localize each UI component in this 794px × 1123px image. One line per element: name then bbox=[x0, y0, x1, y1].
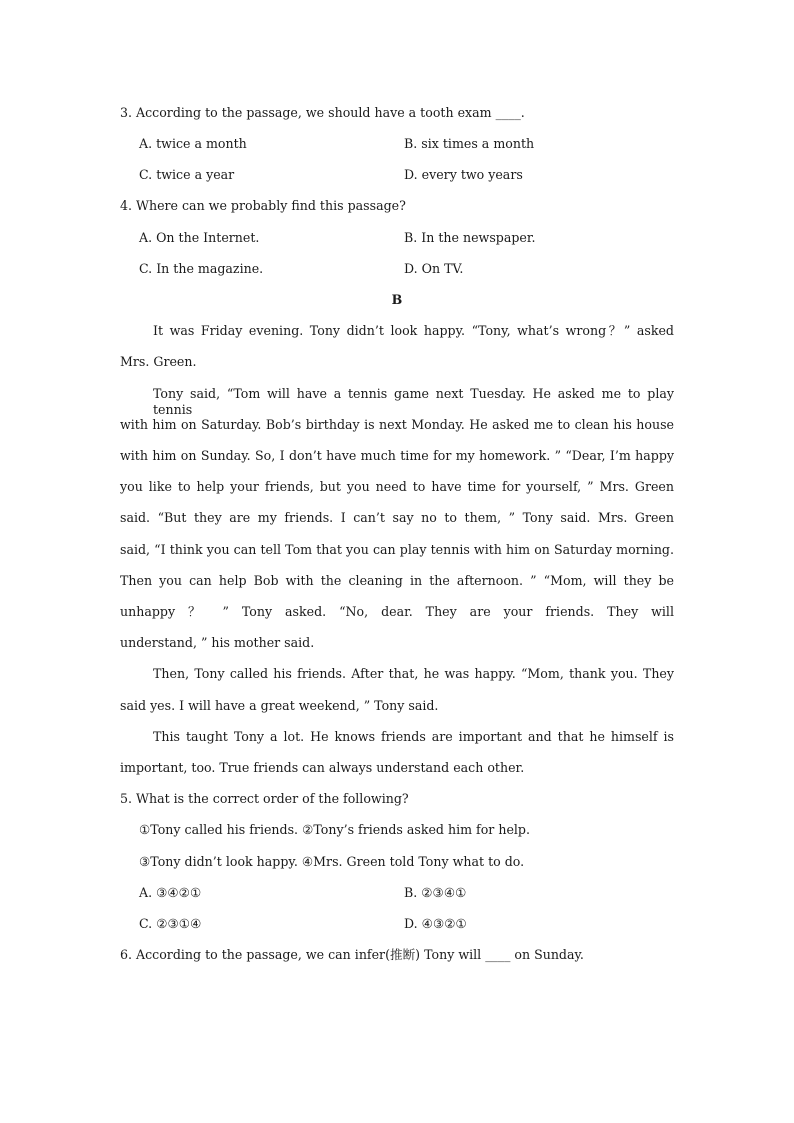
question-4-option-c: C. In the magazine. bbox=[139, 261, 264, 276]
question-4-option-b: B. In the newspaper. bbox=[404, 230, 536, 245]
passage-line: said yes. I will have a great weekend, ” Tony said. bbox=[120, 698, 439, 713]
passage-line: understand, ” his mother said. bbox=[120, 635, 315, 650]
passage-line: This taught Tony a lot. He knows friends are important and that he himself is bbox=[153, 729, 674, 744]
question-4-stem: 4. Where can we probably find this passage? bbox=[120, 198, 406, 213]
question-5-option-a: A. ③④②① bbox=[139, 885, 202, 900]
passage-line: said. “But they are my friends. I can’t say no to them, ” Tony said. Mrs. Green bbox=[120, 510, 674, 525]
passage-line: It was Friday evening. Tony didn’t look happy. “Tony, what’s wrong？” asked bbox=[153, 323, 674, 338]
passage-line: said, “I think you can tell Tom that you can play tennis with him on Saturday morning. bbox=[120, 542, 674, 557]
question-3-option-c: C. twice a year bbox=[139, 167, 235, 182]
question-3-stem: 3. According to the passage, we should have a tooth exam ____. bbox=[120, 105, 525, 120]
question-3-option-b: B. six times a month bbox=[404, 136, 535, 151]
question-3-option-a: A. twice a month bbox=[139, 136, 247, 151]
question-5-events-line-1: ①Tony called his friends. ②Tony’s friends asked him for help. bbox=[139, 822, 530, 837]
question-5-option-b: B. ②③④① bbox=[404, 885, 467, 900]
question-5-option-c: C. ②③①④ bbox=[139, 916, 202, 931]
question-4-option-d: D. On TV. bbox=[404, 261, 464, 276]
passage-line: Mrs. Green. bbox=[120, 354, 197, 369]
passage-line: with him on Sunday. So, I don’t have much time for my homework. ” “Dear, I’m happy bbox=[120, 448, 674, 463]
passage-line: important, too. True friends can always understand each other. bbox=[120, 760, 525, 775]
question-5-option-d: D. ④③②① bbox=[404, 916, 467, 931]
passage-line: Then, Tony called his friends. After that, he was happy. “Mom, thank you. They bbox=[153, 666, 674, 681]
question-5-events-line-2: ③Tony didn’t look happy. ④Mrs. Green told Tony what to do. bbox=[139, 854, 525, 869]
passage-line: with him on Saturday. Bob’s birthday is next Monday. He asked me to clean his house bbox=[120, 417, 674, 432]
section-heading: B bbox=[391, 292, 403, 307]
question-3-option-d: D. every two years bbox=[404, 167, 523, 182]
question-4-option-a: A. On the Internet. bbox=[139, 230, 260, 245]
passage-line: Then you can help Bob with the cleaning in the afternoon. ” “Mom, will they be bbox=[120, 573, 674, 588]
passage-line: Tony said, “Tom will have a tennis game next Tuesday. He asked me to play tennis bbox=[153, 386, 674, 417]
passage-line: unhappy ？ ” Tony asked. “No, dear. They are your friends. They will bbox=[120, 604, 674, 619]
question-6-stem: 6. According to the passage, we can infer(推断) Tony will ____ on Sunday. bbox=[120, 947, 584, 962]
question-5-stem: 5. What is the correct order of the following? bbox=[120, 791, 409, 806]
passage-line: you like to help your friends, but you need to have time for yourself, ” Mrs. Green bbox=[120, 479, 674, 494]
